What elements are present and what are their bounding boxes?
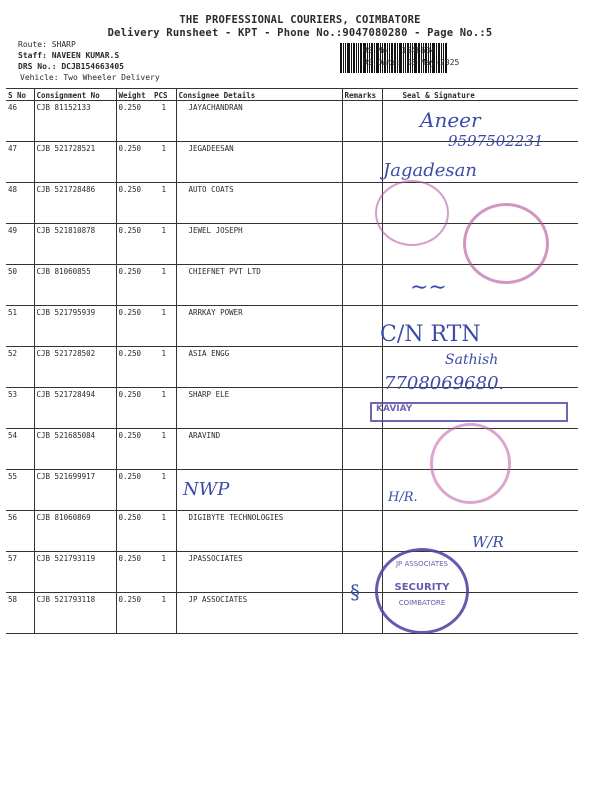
phone-46: 9597502231 [448,132,544,150]
kovai-box-text: KAVIAY [376,404,413,414]
cell-pcs: 1 [152,429,176,470]
cell-sno: 52 [6,347,34,388]
route-label: Route: [18,40,47,49]
cell-weight: 0.250 [116,306,152,347]
cell-weight: 0.250 [116,511,152,552]
jp-associates-seal [375,548,469,634]
cell-consignment: CJB 81060855 [34,265,116,306]
rs-date-label: RS Date: [363,58,402,67]
cell-remarks [342,265,382,306]
cell-sno: 57 [6,552,34,593]
rs-no-label: RS No.: [363,46,397,55]
runsheet-title: Delivery Runsheet - KPT - Phone No.:9047080280 - Page No.:5 [107,27,493,39]
note-55b: H/R. [388,490,418,505]
cell-consignment: CJB 521685084 [34,429,116,470]
staff-value: NAVEEN KUMAR.S [51,51,120,60]
cell-consignee: JPASSOCIATES [176,552,342,593]
barcode-bar [351,43,352,73]
signature-53: Sathish [445,352,499,368]
cell-pcs: 1 [152,552,176,593]
cell-consignee: JP ASSOCIATES [176,593,342,634]
cell-remarks [342,470,382,511]
col-seal-signature: Seal & Signature [382,89,578,101]
col-sno: S No [6,89,34,101]
phone-53: 7708069680. [384,373,505,394]
barcode-bar [345,43,346,73]
barcode-bar [340,43,342,73]
cell-weight: 0.250 [116,183,152,224]
cell-pcs: 1 [152,142,176,183]
cell-weight: 0.250 [116,224,152,265]
cell-weight: 0.250 [116,265,152,306]
kovai-seal-54 [430,423,511,504]
cell-consignment: CJB 81152133 [34,101,116,142]
cell-remarks [342,429,382,470]
cell-sno: 56 [6,511,34,552]
cell-weight: 0.250 [116,593,152,634]
sign-mark-58: § [350,580,360,604]
col-consignment: Consignment No [34,89,116,101]
cell-consignment: CJB 521793118 [34,593,116,634]
cell-consignee: JEWEL JOSEPH [176,224,342,265]
cell-consignment: CJB 81060869 [34,511,116,552]
cell-consignment: CJB 521699917 [34,470,116,511]
drs-value: DCJB154663405 [61,62,124,71]
table-row [6,593,578,634]
rs-no-line [363,46,435,55]
kovai-box-stamp [370,402,568,422]
cell-consignment: CJB 521795939 [34,306,116,347]
cell-consignment: CJB 521728502 [34,347,116,388]
cell-remarks [342,224,382,265]
cell-weight: 0.250 [116,470,152,511]
barcode-bar [356,43,357,73]
route-line [18,40,76,49]
cell-remarks [342,306,382,347]
cell-consignment: CJB 521810878 [34,224,116,265]
scribble-50: ∼∼ [410,275,447,300]
cell-sno: 50 [6,265,34,306]
rs-date-value: 08-May-2025 [406,58,460,67]
note-57: W/R [472,533,504,551]
cell-weight: 0.250 [116,429,152,470]
col-remarks: Remarks [342,89,382,101]
cell-weight: 0.250 [116,347,152,388]
barcode-bar [358,43,359,73]
cell-consignment: CJB 521728486 [34,183,116,224]
cell-pcs: 1 [152,347,176,388]
cell-pcs: 1 [152,470,176,511]
table-header-row [6,89,578,101]
drs-label: DRS No.: [18,62,57,71]
cell-sno: 49 [6,224,34,265]
cell-consignment: CJB 521728494 [34,388,116,429]
rs-no-value: 1546634 [401,46,436,55]
staff-line [18,51,119,60]
cell-weight: 0.250 [116,388,152,429]
signature-46: Aneer [420,108,481,132]
company-seal-48 [375,180,449,246]
cell-remarks [342,142,382,183]
cell-pcs: 1 [152,265,176,306]
staff-label: Staff: [18,51,47,60]
seal-bottom-text: COIMBATORE [398,599,446,607]
drs-line [18,62,124,71]
cell-consignee: DIGIBYTE TECHNOLOGIES [176,511,342,552]
cell-pcs: 1 [152,224,176,265]
cell-sno: 54 [6,429,34,470]
cell-consignee: SHARP ELE [176,388,342,429]
cell-pcs: 1 [152,101,176,142]
cell-pcs: 1 [152,183,176,224]
barcode-bar [347,43,350,73]
cell-consignee: ARRKAY POWER [176,306,342,347]
barcode-bar [343,43,344,73]
cell-remarks [342,511,382,552]
table-row [6,552,578,593]
cell-consignee: JAYACHANDRAN [176,101,342,142]
cell-pcs: 1 [152,388,176,429]
vehicle-line [20,73,160,82]
cell-sno: 58 [6,593,34,634]
vehicle-label: Vehicle: [20,73,59,82]
cell-consignee: AUTO COATS [176,183,342,224]
cell-consignee: CHIEFNET PVT LTD [176,265,342,306]
col-weight: Weight [116,89,152,101]
barcode-bar [360,43,362,73]
cell-sno: 47 [6,142,34,183]
cell-consignee: ASIA ENGG [176,347,342,388]
cell-consignee: JEGADEESAN [176,142,342,183]
signature-47: Jagadesan [383,160,477,181]
col-pcs: PCS [152,89,176,101]
cell-consignment: CJB 521728521 [34,142,116,183]
cell-sno: 48 [6,183,34,224]
cell-consignee: ARAVIND [176,429,342,470]
cell-sno: 53 [6,388,34,429]
note-52: C/N RTN [380,322,481,347]
col-consignee: Consignee Details [176,89,342,101]
cell-pcs: 1 [152,593,176,634]
cell-weight: 0.250 [116,101,152,142]
barcode-bar [353,43,355,73]
vehicle-value: Two Wheeler Delivery [63,73,160,82]
note-55: NWP [183,479,230,500]
company-title: THE PROFESSIONAL COURIERS, COIMBATORE [179,14,421,26]
cell-sno: 55 [6,470,34,511]
company-seal-49 [463,203,549,284]
route-value: SHARP [51,40,76,49]
rs-date-line [363,58,459,67]
cell-remarks [342,101,382,142]
cell-pcs: 1 [152,306,176,347]
cell-sno: 46 [6,101,34,142]
cell-pcs: 1 [152,511,176,552]
cell-weight: 0.250 [116,142,152,183]
cell-weight: 0.250 [116,552,152,593]
seal-center-text: SECURITY [394,582,450,593]
cell-consignment: CJB 521793119 [34,552,116,593]
table-row [6,306,578,347]
cell-sno: 51 [6,306,34,347]
cell-remarks [342,347,382,388]
seal-top-text: JP ASSOCIATES [395,560,449,568]
